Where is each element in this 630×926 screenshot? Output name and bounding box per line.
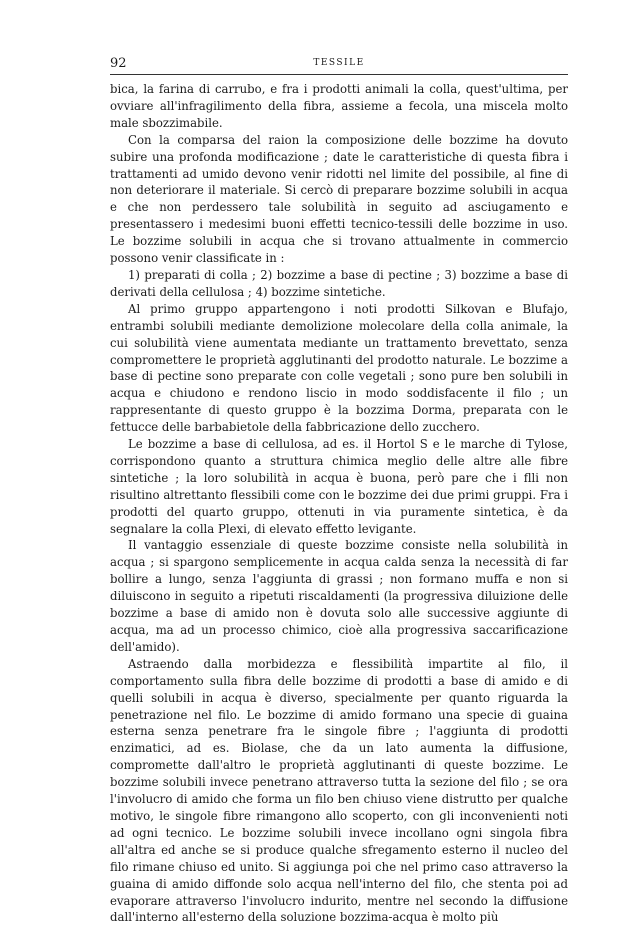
paragraph: Con la comparsa del raion la composizione delle bozzime ha dovuto subire una profonda modificazione ; date le caratteristiche di questa fibra i trattamenti ad umido devono venir ridotti nel limite del possibile, al fine di non deteriorare il materiale. Si cercò di preparare bozzime solubili in acqua e che non perdessero tale solubilità in seguito ad asciugamento e presentassero i medesimi buoni effetti tecnico-tessili delle bozzime in uso. Le bozzime solubili in acqua che si trovano attualmente in commercio possono venir classificate in : [110, 132, 568, 266]
paragraph: Le bozzime a base di cellulosa, ad es. il Hortol S e le marche di Tylose, corrispondono quanto a struttura chimica meglio delle altre alle fibre sintetiche ; la loro solubilità in acqua è buona, però pare che i flli non risultino altrettanto flessibili come con le bozzime dei due primi gruppi. Fra i prodotti del quarto gruppo, ottenuti in via puramente sintetica, è da segnalare la colla Plexi, di elevato effetto levigante. [110, 437, 568, 536]
body-text [110, 81, 568, 926]
page [110, 56, 568, 926]
paragraph-continued: bica, la farina di carrubo, e fra i prodotti animali la colla, quest'ultima, per ovviare all'infragilimento della fibra, assieme a fecola, una miscela molto male sbozzimabile. [110, 82, 568, 130]
page-number: 92 [110, 56, 127, 71]
classification-list: 1) preparati di colla ; 2) bozzime a base di pectine ; 3) bozzime a base di derivati della cellulosa ; 4) bozzime sintetiche. [110, 267, 568, 299]
paragraph: Il vantaggio essenziale di queste bozzime consiste nella solubilità in acqua ; si spargono semplicemente in acqua calda senza la necessità di far bollire a lungo, senza l'aggiunta di grassi ; non formano muffa e non si diluiscono in seguito a ripetuti riscaldamenti (la progressiva diluizione delle bozzime a base di amido non è dovuta solo alle successive aggiunte di acqua, ma ad un processo chimico, cioè alla progressiva saccarificazione dell'amido). [110, 538, 568, 654]
paragraph: Al primo gruppo appartengono i noti prodotti Silkovan e Blufajo, entrambi solubili mediante demolizione molecolare della colla animale, la cui solubilità viene aumentata mediante un trattamento brevettato, senza compromettere le proprietà agglutinanti del prodotto naturale. Le bozzime a base di pectine sono preparate con colle vegetali ; sono pure ben solubili in acqua e chiudono e rendono liscio in modo soddisfacente il filo ; un rappresentante di questo gruppo è la bozzima Dorma, preparata con le fettucce delle barbabietole della fabbricazione dello zucchero. [110, 301, 568, 435]
page-header [110, 56, 568, 75]
paragraph: Astraendo dalla morbidezza e flessibilità impartite al filo, il comportamento sulla fibra delle bozzime di prodotti a base di amido e di quelli solubili in acqua è diverso, specialmente per quanto riguarda la penetrazione nel filo. Le bozzime di amido formano una specie di guaina esterna senza penetrare fra le singole fibre ; l'aggiunta di prodotti enzimatici, ad es. Biolase, che da un lato aumenta la diffusione, compromette dall'altro le proprietà agglutinanti di queste bozzime. Le bozzime solubili invece penetrano attraverso tutta la sezione del filo ; se ora l'involucro di amido che forma un filo ben chiuso viene distrutto per qualche motivo, le singole fibre rimangono allo scoperto, con gli inconvenienti noti ad ogni tecnico. Le bozzime solubili invece incollano ogni singola fibra all'altra ed anche se si produce qualche sfregamento esterno il nucleo del filo rimane chiuso ed unito. Si aggiunga poi che nel primo caso attraverso la guaina di amido diffonde solo acqua nell'interno del filo, che stenta poi ad evaporare attraverso l'involucro indurito, mentre nel secondo la diffusione dall'interno all'esterno della soluzione bozzima-acqua è molto più [110, 656, 568, 925]
running-title: TESSILE [313, 58, 365, 68]
